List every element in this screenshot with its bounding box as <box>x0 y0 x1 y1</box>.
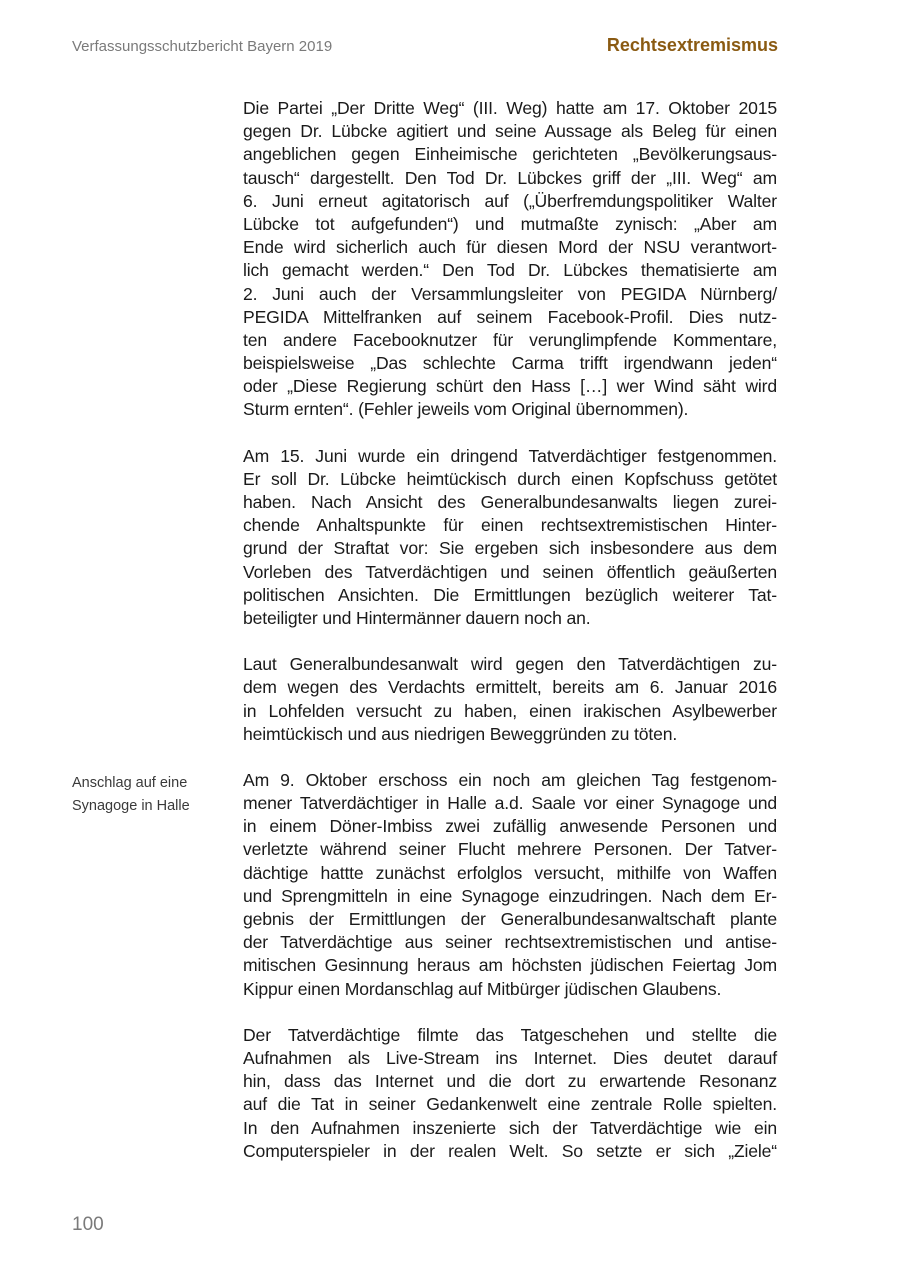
text-line: gebnis der Ermittlungen der Generalbundesanwaltschaft plante <box>243 909 777 929</box>
margin-note-line: Synagoge in Halle <box>72 798 190 814</box>
running-header-section: Rechtsextremismus <box>606 35 778 55</box>
text-line: der Tatverdächtige aus seiner rechtsextremistischen und antise- <box>243 932 777 953</box>
running-header-title: Verfassungsschutzbericht Bayern 2019 <box>72 38 333 55</box>
text-line: in Lohfelden versucht zu haben, einen irakischen Asylbewerber <box>243 700 777 721</box>
text-line: Laut Generalbundesanwalt wird gegen den Tatverdächtigen zu- <box>243 654 777 675</box>
text-line: dächtige hattte zunächst erfolglos versucht, mithilfe von Waffen <box>243 862 777 883</box>
text-line: tausch“ dargestellt. Den Tod Dr. Lübckes griff der „III. Weg“ am <box>243 167 777 188</box>
text-line: politischen Ansichten. Die Ermittlungen bezüglich weiterer Tat- <box>243 584 777 605</box>
text-line: grund der Straftat vor: Sie ergeben sich insbesondere aus dem <box>243 538 777 559</box>
text-line: beteiligter und Hintermänner dauern noch an. <box>243 607 591 628</box>
paragraph <box>243 445 777 631</box>
text-line: verletzte während seiner Flucht mehrere Personen. Der Tatver- <box>243 839 777 860</box>
text-line: mener Tatverdächtiger in Halle a.d. Saale vor einer Synagoge und <box>243 793 777 814</box>
text-line: auf die Tat in seiner Gedankenwelt eine zentrale Rolle spielten. <box>243 1094 777 1115</box>
text-line: angeblichen gegen Einheimische gerichteten „Bevölkerungsaus- <box>243 144 777 165</box>
text-line: gegen Dr. Lübcke agitiert und seine Aussage als Beleg für einen <box>243 121 777 142</box>
text-line: hin, dass das Internet und die dort zu erwartende Resonanz <box>243 1071 777 1092</box>
text-line: ten andere Facebooknutzer für verunglimpfende Kommentare, <box>243 329 777 350</box>
paragraph <box>243 1024 777 1163</box>
text-line: Am 9. Oktober erschoss ein noch am gleichen Tag festgenom- <box>243 769 777 790</box>
paragraph <box>243 97 777 422</box>
text-line: Er soll Dr. Lübcke heimtückisch durch einen Kopfschuss getötet <box>243 468 777 489</box>
text-line: Ende wird sicherlich auch für diesen Mord der NSU verantwort- <box>243 237 777 258</box>
text-line: und Sprengmitteln in eine Synagoge einzudringen. Nach dem Er- <box>243 885 777 906</box>
text-line: 2. Juni auch der Versammlungsleiter von PEGIDA Nürnberg/ <box>243 283 777 304</box>
text-line: Aufnahmen als Live-Stream ins Internet. Dies deutet darauf <box>243 1047 777 1068</box>
text-line: Lübcke tot aufgefunden“) und mutmaßte zynisch: „Aber am <box>243 213 777 234</box>
text-line: lich gemacht werden.“ Den Tod Dr. Lübckes thematisierte am <box>243 260 777 281</box>
text-line: dem wegen des Verdachts ermittelt, bereits am 6. Januar 2016 <box>243 677 777 698</box>
text-line: Der Tatverdächtige filmte das Tatgeschehen und stellte die <box>243 1024 777 1045</box>
margin-note-line: Anschlag auf eine <box>72 775 188 791</box>
paragraph <box>243 653 777 746</box>
text-line: heimtückisch und aus niedrigen Beweggründen zu töten. <box>243 723 678 744</box>
text-line: haben. Nach Ansicht des Generalbundesanwalts liegen zurei- <box>243 492 777 512</box>
text-line: Sturm ernten“. (Fehler jeweils vom Original übernommen). <box>243 399 689 420</box>
text-line: Am 15. Juni wurde ein dringend Tatverdächtiger festgenommen. <box>243 445 777 466</box>
text-line: Die Partei „Der Dritte Weg“ (III. Weg) hatte am 17. Oktober 2015 <box>243 98 777 118</box>
page-number: 100 <box>72 1214 104 1235</box>
text-line: oder „Diese Regierung schürt den Hass […] wer Wind säht wird <box>243 376 777 397</box>
text-line: beispielsweise „Das schlechte Carma trifft irgendwann jeden“ <box>243 353 777 374</box>
text-line: In den Aufnahmen inszenierte sich der Tatverdächtige wie ein <box>243 1117 777 1138</box>
text-line: chende Anhaltspunkte für einen rechtsextremistischen Hinter- <box>243 515 777 536</box>
body-text <box>243 97 777 1186</box>
paragraph <box>243 769 777 1001</box>
text-line: Vorleben des Tatverdächtigen und seinen öffentlich geäußerten <box>243 561 777 582</box>
text-line: mitischen Gesinnung heraus am höchsten jüdischen Feiertag Jom <box>243 955 777 976</box>
text-line: Kippur einen Mordanschlag auf Mitbürger jüdischen Glaubens. <box>243 978 722 999</box>
text-line: PEGIDA Mittelfranken auf seinem Facebook-Profil. Dies nutz- <box>243 306 777 327</box>
margin-note <box>72 772 222 818</box>
text-line: in einem Döner-Imbiss zwei zufällig anwesende Personen und <box>243 816 777 837</box>
text-line: 6. Juni erneut agitatorisch auf („Überfremdungspolitiker Walter <box>243 190 777 211</box>
text-line: Computerspieler in der realen Welt. So setzte er sich „Ziele“ <box>243 1140 777 1161</box>
